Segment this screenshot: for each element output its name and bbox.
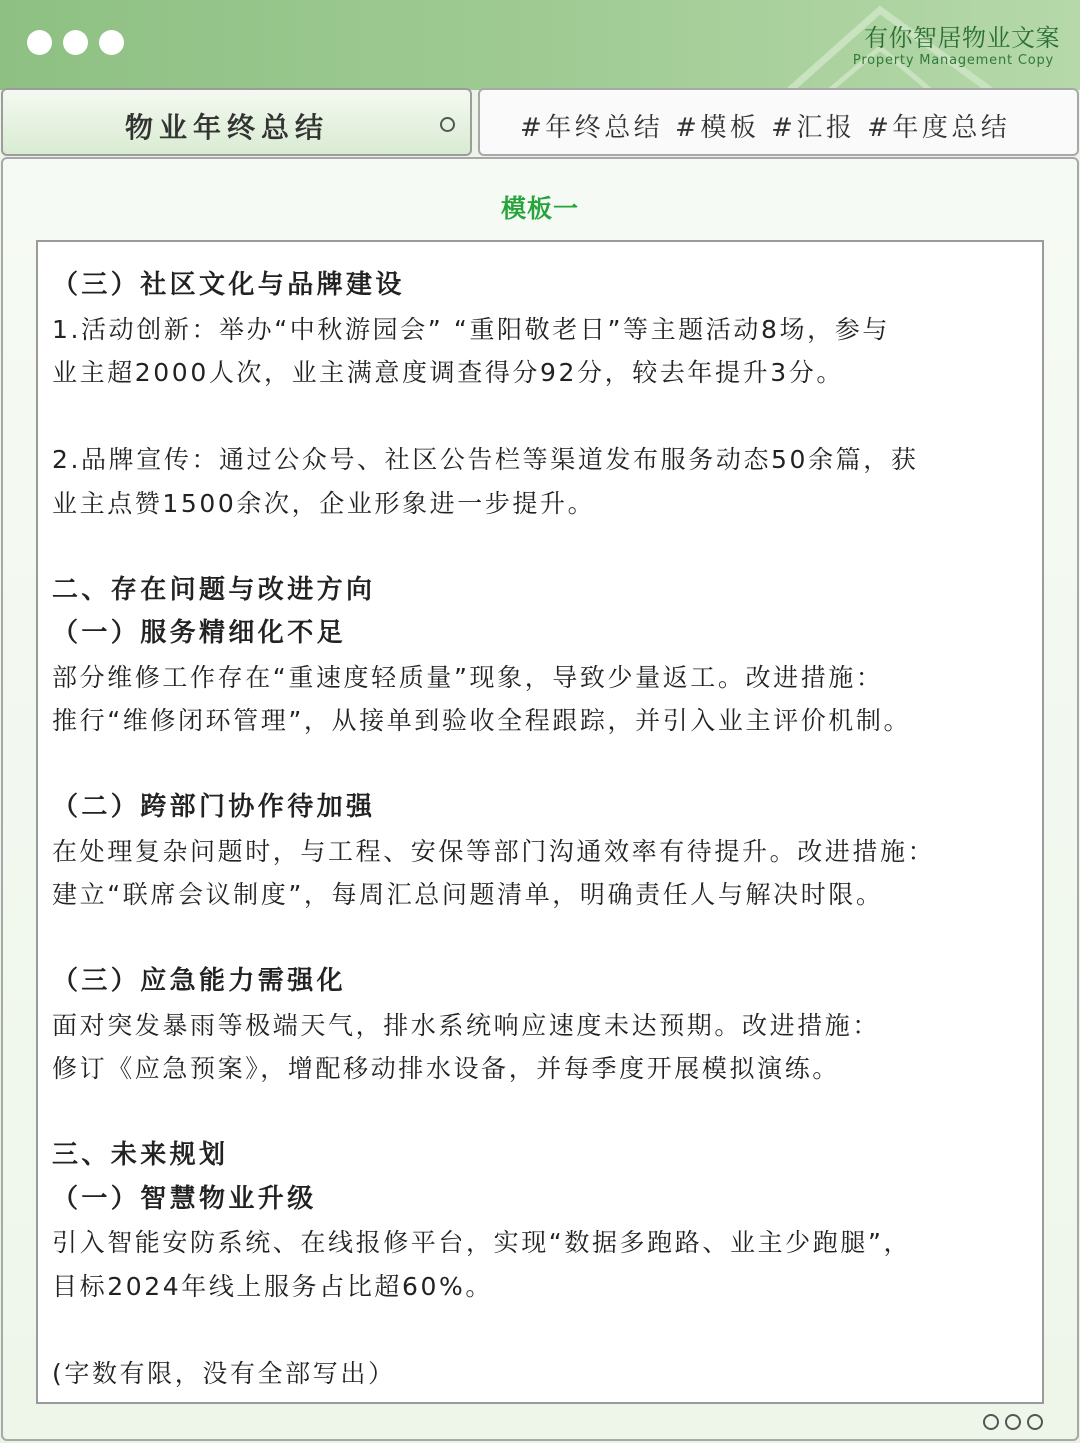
section-title: 模板一 [500, 194, 579, 223]
ring-icon [1005, 1414, 1021, 1430]
dot-icon [27, 30, 52, 55]
paragraph-line: 业主点赞1500余次，企业形象进一步提升。 [52, 488, 596, 518]
paragraph-line: 推行“维修闭环管理”，从接单到验收全程跟踪，并引入业主评价机制。 [52, 706, 912, 735]
paragraph-line: 部分维修工作存在“重速度轻质量”现象，导致少量返工。改进措施： [52, 662, 884, 692]
paragraph-line: 目标2024年线上服务占比超60%。 [52, 1271, 493, 1301]
paragraph-line: 在处理复杂问题时，与工程、安保等部门沟通效率有待提升。改进措施： [52, 836, 936, 866]
top-banner [0, 0, 1080, 90]
footnote: (字数有限，没有全部写出） [52, 1358, 396, 1388]
paragraph-line: 修订《应急预案》，增配移动排水设备，并每季度开展模拟演练。 [52, 1054, 840, 1083]
paragraph-line: 建立“联席会议制度”，每周汇总问题清单，明确责任人与解决时限。 [52, 880, 884, 909]
subheading: （三）应急能力需强化 [52, 966, 347, 996]
ring-icon [983, 1414, 999, 1430]
ring-icon [1027, 1414, 1043, 1430]
paragraph-line: 引入智能安防系统、在线报修平台，实现“数据多跑路、业主少跑腿”， [52, 1228, 912, 1257]
heading: 二、存在问题与改进方向 [52, 574, 376, 605]
hashtag-list: #年终总结 #模板 #汇报 #年度总结 [520, 113, 1011, 143]
brand-title: 有你智居物业文案 [864, 24, 1060, 52]
paragraph-line: 1.活动创新：举办“中秋游园会” “重阳敬老日”等主题活动8场，参与 [52, 314, 890, 344]
subheading: （一）智慧物业升级 [52, 1183, 317, 1214]
subheading: （三）社区文化与品牌建设 [52, 270, 405, 300]
subheading: （二）跨部门协作待加强 [52, 792, 376, 822]
paragraph-line: 2.品牌宣传：通过公众号、社区公告栏等渠道发布服务动态50余篇，获 [52, 445, 919, 474]
window-dots [27, 30, 124, 55]
paragraph-line: 业主超2000人次，业主满意度调查得分92分，较去年提升3分。 [52, 358, 844, 387]
heading: 三、未来规划 [52, 1140, 229, 1170]
subheading: （一）服务精细化不足 [52, 618, 347, 648]
brand-subtitle: Property Management Copy [852, 53, 1054, 68]
dot-icon [63, 30, 88, 55]
pagination-dots [983, 1414, 1043, 1430]
tab-title-label: 物业年终总结 [125, 111, 330, 144]
dot-icon [99, 30, 124, 55]
document-body [36, 240, 1044, 1404]
tab-title[interactable] [1, 88, 472, 156]
paragraph-line: 面对突发暴雨等极端天气，排水系统响应速度未达预期。改进措施： [52, 1010, 881, 1040]
circle-icon [440, 117, 455, 132]
tab-tags[interactable] [478, 88, 1079, 156]
